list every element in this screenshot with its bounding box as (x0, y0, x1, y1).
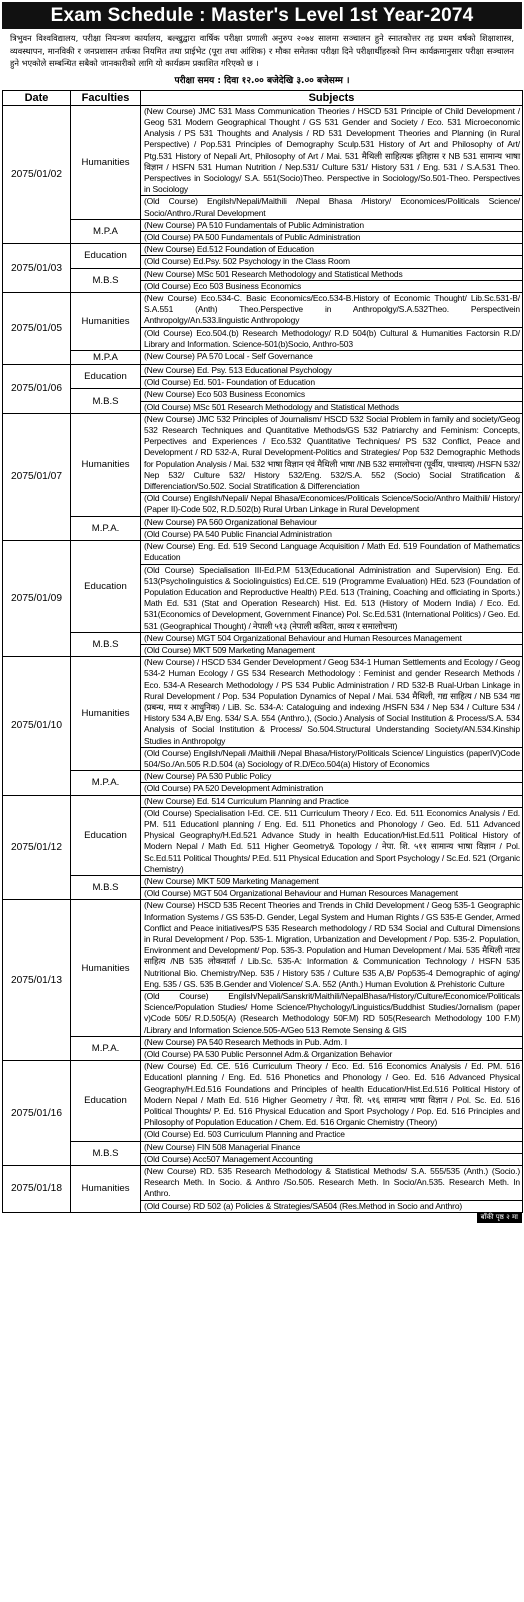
table-header-row (3, 90, 523, 105)
faculty-cell: M.B.S (71, 389, 141, 413)
subject-cell: (Old Course) Eco 503 Business Economics (141, 280, 523, 292)
table-row (3, 293, 523, 328)
table-row (3, 389, 523, 401)
subject-cell: (Old Course) RD 502 (a) Policies & Strategies/SA504 (Res.Method in Socio and Anthro) (141, 1200, 523, 1212)
table-row (3, 365, 523, 377)
subject-cell: (New Course) MSc 501 Research Methodology and Statistical Methods (141, 268, 523, 280)
header-subjects: Subjects (141, 90, 523, 105)
subject-cell: (New Course) MKT 509 Marketing Management (141, 875, 523, 887)
subject-cell: (New Course) Ed. Psy. 513 Educational Psychology (141, 365, 523, 377)
table-row (3, 771, 523, 783)
date-cell: 2075/01/02 (3, 105, 71, 243)
faculty-cell: M.B.S (71, 268, 141, 292)
header-date: Date (3, 90, 71, 105)
subject-cell: (Old Course) Specialisation I-Ed. CE. 511 Curriculum Theory / Eco. Ed. 511 Economics Analysis / Ed. PM. 511 Educationl planning / Eng. Ed. 511 Phonetics and Phonology / Geo. Ed. 511 Advanced Physical Geography/H.Ed.521 Advance Study in health Education/Hist.Ed.511 Political History of Modern Nepal / Math Ed. 511 Higher Geometry& Topology / नेपा. शि. ५११ सामान्य भाषा विज्ञान / Pol. Sc.Ed.511 Political Thoughts/ P.Ed. 511 Physical Education and Sport Psychology / Sc.Ed. 521 (Organic Chemistry) (141, 807, 523, 875)
date-cell: 2075/01/18 (3, 1166, 71, 1213)
subject-cell: (New Course) Ed.512 Foundation of Education (141, 244, 523, 256)
exam-time: परीक्षा समय : दिवा १२.०० बजेदेखि ३.०० बजेसम्म । (174, 75, 350, 86)
table-row (3, 244, 523, 256)
subject-cell: (New Course) Ed. CE. 516 Curriculum Theory / Eco. Ed. 516 Economics Analysis / Ed. PM. 516 Educationl planning / Eng. Ed. 516 Phonetics and Phonology / Geo. Ed. 516 Advanced Physical Geography/H.Ed.516 Foundations and Principles of health Education/Hist.Ed.516 Political History of Modern Nepal / Math Ed. 516 Higher Geometry / नेपा. शि. ५१६ सामान्य भाषा विज्ञान / Pol. Sc. Ed. 516 Political Thoughts/ P. Ed. 516 Physical Education and Sport Psychology / Pop. Ed. 516 Principles and Philosophy of Population Education / Chem. Ed. 516 Organic Chemistry (Theory) (141, 1061, 523, 1129)
subject-cell: (New Course) RD. 535 Research Methodology & Statistical Methods/ S.A. 555/535 (Anth.) (Socio.) Research Meth. In Socio. & Anthro /So.505. Research Meth. In Socio/An.535. Research Meth. In Anthro. (141, 1166, 523, 1201)
table-row (3, 657, 523, 748)
subject-cell: (Old Course) PA 500 Fundamentals of Public Administration (141, 232, 523, 244)
table-row (3, 219, 523, 231)
date-cell: 2075/01/05 (3, 293, 71, 365)
table-row (3, 632, 523, 644)
subject-cell: (Old Course) Ed.Psy. 502 Psychology in the Class Room (141, 256, 523, 268)
subject-cell: (Old Course) Ed. 503 Curriculum Planning and Practice (141, 1129, 523, 1141)
date-cell: 2075/01/03 (3, 244, 71, 293)
table-row (3, 351, 523, 365)
subject-cell: (Old Course) Specialisation III-Ed.P.M 513(Educational Administration and Supervision) Eng. Ed. 513(Psycholinguistics & Sociolinguistics) Ed.CE. 519 (Programme Evaluation) HEd. 523 (Foundation of Population Education and Reproductive Health) P.Ed. 513 (Training, Coaching and officiating in Sports.) Math Ed. 531 (Stat and Operation Research) Hist. Ed. 513 (History of Modern India) / Eco. Ed. 531(Economics of Development, Government Finance) Pol. Sc.Ed.531 (International Politics) / Geo. Ed. 531 (Geographical Thought) / नेपाली ५१३ (नेपाली कविता, काव्य र समालोचना) (141, 564, 523, 632)
subject-cell: (Old Course) MSc 501 Research Methodology and Statistical Methods (141, 401, 523, 413)
table-row (3, 875, 523, 887)
table-row (3, 1036, 523, 1048)
subject-cell: (Old Course) MGT 504 Organizational Behaviour and Human Resources Management (141, 888, 523, 900)
subject-cell: (Old Course) MKT 509 Marketing Management (141, 644, 523, 656)
faculty-cell: M.P.A. (71, 1036, 141, 1060)
subject-cell: (New Course) MGT 504 Organizational Behaviour and Human Resources Management (141, 632, 523, 644)
faculty-cell: Humanities (71, 900, 141, 1036)
faculty-cell: Education (71, 244, 141, 268)
subject-cell: (Old Course) PA 520 Development Administration (141, 783, 523, 795)
date-cell: 2075/01/07 (3, 413, 71, 540)
subject-cell: (Old Course) Acc507 Management Accounting (141, 1153, 523, 1165)
date-cell: 2075/01/16 (3, 1061, 71, 1166)
subject-cell: (Old Course) Engilsh/Nepali/Sanskrit/Maithili/NepalBhasa/History/Culture/Economice/Politicals Science/Population Studies/ Home Science/Phychology/Linguistics/Buddhist Studies/Jornalism (paper v)Code 505/ R.D.505(A) (Research Methodology 50F.M) RD 505(Research Methodology 100 F.M) /Library and Information Science.505-A/Geo 513 Remote Sensing & GIS (141, 991, 523, 1037)
table-row (3, 1061, 523, 1129)
subject-cell: (Old Course) Engilsh/Nepali/Maithili /Nepal Bhasa /History/ Economices/Politicals Science/ Socio/Anthro./Rural Development (141, 196, 523, 219)
faculty-cell: Humanities (71, 1166, 141, 1213)
faculty-cell: Humanities (71, 105, 141, 219)
faculty-cell: M.B.S (71, 632, 141, 656)
subject-cell: (New Course) PA 560 Organizational Behaviour (141, 516, 523, 528)
subject-cell: (New Course) PA 530 Public Policy (141, 771, 523, 783)
faculty-cell: M.B.S (71, 1141, 141, 1165)
table-row (3, 900, 523, 991)
faculty-cell: M.P.A (71, 351, 141, 365)
date-cell: 2075/01/13 (3, 900, 71, 1061)
subject-cell: (Old Course) Engilsh/Nepali/ Nepal Bhasa/Economices/Politicals Science/Socio/Anthro Maithili/ History/ (Paper II)-Code 502, R.D.502(b) Rural Urban Linkage in Rural Development (141, 493, 523, 516)
subject-cell: (New Course) HSCD 535 Recent Theories and Trends in Child Development / Geog 535-1 Geographic Information Systems / GS 535-D. Gender, Legal System and Human Rights / GS 535-E Gender, Armed Conflict and Peace initiatives/PS 535 Research methodology / RD 534 Social and Cultural Dimensions in Rural Development / Pop. 535-1. Migration, Urbanization and Development / Pop. 535-2. Population, Environment and Development/ Pop. 535-3. Population and Human Development / Mai. 535 मैथिली नाट्य साहित्य /NB 535 लोकवार्ता / Lib.Sc. 535-A: Information & Communication Technology / HSFN 535 Nutritional Bio. Chemistry/Nep. 535 / History 535 / Culture 535 A,B/ Pop535-4 Demographic of aging/ Eng. 535 / GS. 535 B.Gender and Violence/ S.A. 552 (Anth.) Human Evolution & Prehistoric Culture (141, 900, 523, 991)
subject-cell: (New Course) JMC 532 Principles of Journalism/ HSCD 532 Social Problem in family and society/Geog 532 Research Techniques and Quantitative Methods/GS 532 Patriarchy and Feminism: Concepts, Perpectives and Experiences / Eco.532 Quantitative Techniques/ PS 532 Conflict, Peace and Development / RD 532-A, Rural Development-Politics and Strategies/ Pop 532 Demographic Methods for Population Analysis / Mai. 532 भाषा विज्ञान एवं मैथिली भाषा /NB 532 समालोचना (पूर्वीय, पाश्चात्य) /HSFN 532/ Nep 532/ Culture 532/ History 532/Eng. 532/S.A. 552 (Socio) Social Stratification & Differenciation/So.502. Social Stratification & Differenciation (141, 413, 523, 492)
continued-note: बाँकी पृष्ठ २ मा (477, 1212, 522, 1223)
faculty-cell: M.P.A. (71, 516, 141, 540)
subject-cell: (New Course) Eng. Ed. 519 Second Language Acquisition / Math Ed. 519 Foundation of Mathematics Education (141, 541, 523, 564)
table-row (3, 268, 523, 280)
table-row (3, 105, 523, 196)
subject-cell: (Old Course) PA 530 Public Personnel Adm.& Organization Behavior (141, 1049, 523, 1061)
subject-cell: (New Course) Ed. 514 Curriculum Planning and Practice (141, 795, 523, 807)
table-row (3, 1166, 523, 1201)
subject-cell: (New Course) JMC 531 Mass Communication Theories / HSCD 531 Principle of Child Development / Geog 531 Modern Geographical Thought / GS 531 Gender and Society / Eco. 531 Microeconomic Analysis / PS 531 Thoughts and Analysis / RD 531 Development Theories and Planning (in Rural Perspective) / Pop.531 Principles of Demography Sculp.531 History of Art and Philosophy of Art/ Ptg.531 History of Nepali Art, Philosophy of Art / Mai. 531 मैथिली साहित्यक इतिहास र NB 531 सामान्य भाषा विज्ञान / HSFN 531 Human Nutrition / Nep.531/ Culture 531/ History 531 / Eng. 531 / S.A.531 Theo. Perspectives in Sociology/ S.A. 551(Socio)Theo. Perspective in Sociology/So.501-Theo. Perspectives in Sociology (141, 105, 523, 196)
table-row (3, 1141, 523, 1153)
subject-cell: (New Course) / HSCD 534 Gender Development / Geog 534-1 Human Settlements and Ecology / Geog 534-2 Human Ecology / GS 534 Research Methodology : Feminist and gender Research Methods / Eco. 534-A Research Methodology / PS 534 Public Administration / RD 532-B Rual-Urban Linkage in Rural Development / Pop. 534 Population Dynamics of Nepal / Mai. 534 मैथिली, गद्य साहित्य / NB 534 गद्य (प्रबन्ध, मध्य र आधुनिक) / LiB. Sc. 534-A: Cataloguing and indexing /HSFN 534 / Nep 534 / Culture 534 / History 534 A,B/ Eng. 534/ S.A. 554 (Anthro.), (Socio.) Analysis of Social Institution & Process/S.A. 534 Analysis of Social Institution & Process/ So.504.Structural Understanding Society/AN.534.Kinship Studies in Anthropolgy (141, 657, 523, 748)
faculty-cell: Education (71, 541, 141, 633)
header-faculties: Faculties (71, 90, 141, 105)
faculty-cell: M.P.A (71, 219, 141, 243)
faculty-cell: Humanities (71, 293, 141, 351)
intro-paragraph: त्रिभुवन विश्वविद्यालय, परीक्षा नियन्त्रण कार्यालय, बल्खुद्वारा वार्षिक परीक्षा प्रणाली अनुरुप २०७४ सालमा सञ्चालन हुने स्नातकोत्तर तह प्रथम वर्षको शिक्षाशास्त्र, व्यवस्थापन, मानविकी र जनप्रशासन तर्फका नियमित तथा प्राईभेट (पूरा तथा आंशिक) र मौका समेतका परीक्षा दिने परीक्षार्थीहरुको निम्न कार्यक्रमानुसार परीक्षा सञ्चालन हुने भएकोले सम्बन्धित सबैको जानकारीको लागि यो कार्यक्रम प्रकाशित गरिएको छ । (10, 33, 514, 69)
table-row (3, 516, 523, 528)
subject-cell: (Old Course) Ed. 501- Foundation of Education (141, 377, 523, 389)
date-cell: 2075/01/12 (3, 795, 71, 900)
faculty-cell: Education (71, 1061, 141, 1141)
date-cell: 2075/01/06 (3, 365, 71, 414)
faculty-cell: Education (71, 795, 141, 875)
subject-cell: (New Course) Eco 503 Business Economics (141, 389, 523, 401)
subject-cell: (Old Course) Eco.504.(b) Research Methodology/ R.D 504(b) Cultural & Humanities Factorsin R.D/ Library and Information. Science-501(b)Socio, Anthro-503 (141, 327, 523, 350)
faculty-cell: Humanities (71, 413, 141, 516)
table-row (3, 541, 523, 564)
exam-schedule-page (2, 2, 522, 1221)
date-cell: 2075/01/09 (3, 541, 71, 657)
subject-cell: (New Course) Eco.534-C. Basic Economics/Eco.534-B.History of Economic Thought/ Lib.Sc.531-B/ S.A.551 (Anth) Theo.Perspective in Anthropolgy/S.A.532Theo. Perspectivein Anthropolgy/An.533.linguistic Anthropology (141, 293, 523, 328)
subject-cell: (New Course) FIN 508 Managerial Finance (141, 1141, 523, 1153)
faculty-cell: Humanities (71, 657, 141, 771)
faculty-cell: M.P.A. (71, 771, 141, 795)
faculty-cell: M.B.S (71, 875, 141, 899)
faculty-cell: Education (71, 365, 141, 389)
table-row (3, 413, 523, 492)
subject-cell: (Old Course) PA 540 Public Financial Administration (141, 528, 523, 540)
date-cell: 2075/01/10 (3, 657, 71, 795)
schedule-table (2, 90, 523, 1213)
page-title: Exam Schedule : Master's Level 1st Year-2074 (2, 2, 522, 29)
subject-cell: (New Course) PA 540 Research Methods in Pub. Adm. I (141, 1036, 523, 1048)
subject-cell: (New Course) PA 570 Local - Self Governance (141, 351, 523, 365)
subject-cell: (Old Course) Engilsh/Nepali /Maithili /Nepal Bhasa/History/Politicals Science/ Linguistics (paperIV)Code 504/So./An.505 R.D.504 (a) Sociology of R.D/Eco.504(a) History of Economics (141, 747, 523, 770)
table-row (3, 795, 523, 807)
subject-cell: (New Course) PA 510 Fundamentals of Public Administration (141, 219, 523, 231)
